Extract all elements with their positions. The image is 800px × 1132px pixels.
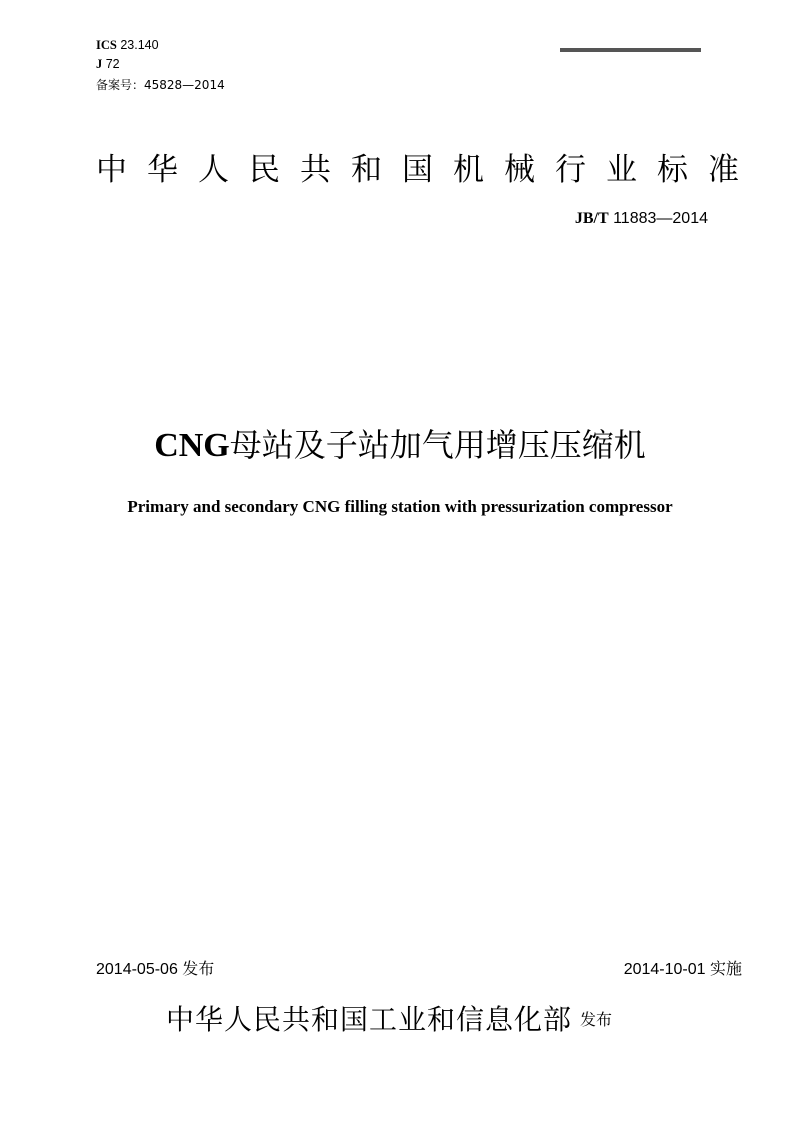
standard-code: 11883—2014 [613, 210, 708, 227]
ics-label: ICS [96, 38, 117, 52]
issuer-suffix: 发布 [580, 1010, 613, 1029]
implementation-date: 2014-10-01 实施 [623, 961, 742, 978]
title-cn-latin: CNG [154, 427, 230, 464]
title-cn-text: 母站及子站加气用增压压缩机 [229, 426, 646, 464]
document-title-cn [0, 423, 800, 468]
document-title-en: Primary and secondary CNG filling station with pressurization compressor [127, 497, 673, 516]
issuer [166, 1000, 612, 1040]
classification-code [96, 56, 120, 72]
standard-header-title: 中华人民共和国机械行业标准 [96, 152, 759, 188]
classification-value: 72 [105, 57, 120, 71]
ics-code [96, 37, 159, 53]
standard-number [575, 210, 708, 228]
filing-number: 备案号：45828—2014 [96, 78, 225, 92]
classification-label: J [96, 57, 103, 71]
header-rule [560, 48, 701, 52]
standard-prefix: JB/T [574, 210, 609, 227]
issuer-name: 中华人民共和国工业和信息化部 [166, 1003, 573, 1036]
ics-value: 23.140 [120, 38, 159, 52]
issue-date: 2014-05-06 发布 [96, 961, 215, 978]
